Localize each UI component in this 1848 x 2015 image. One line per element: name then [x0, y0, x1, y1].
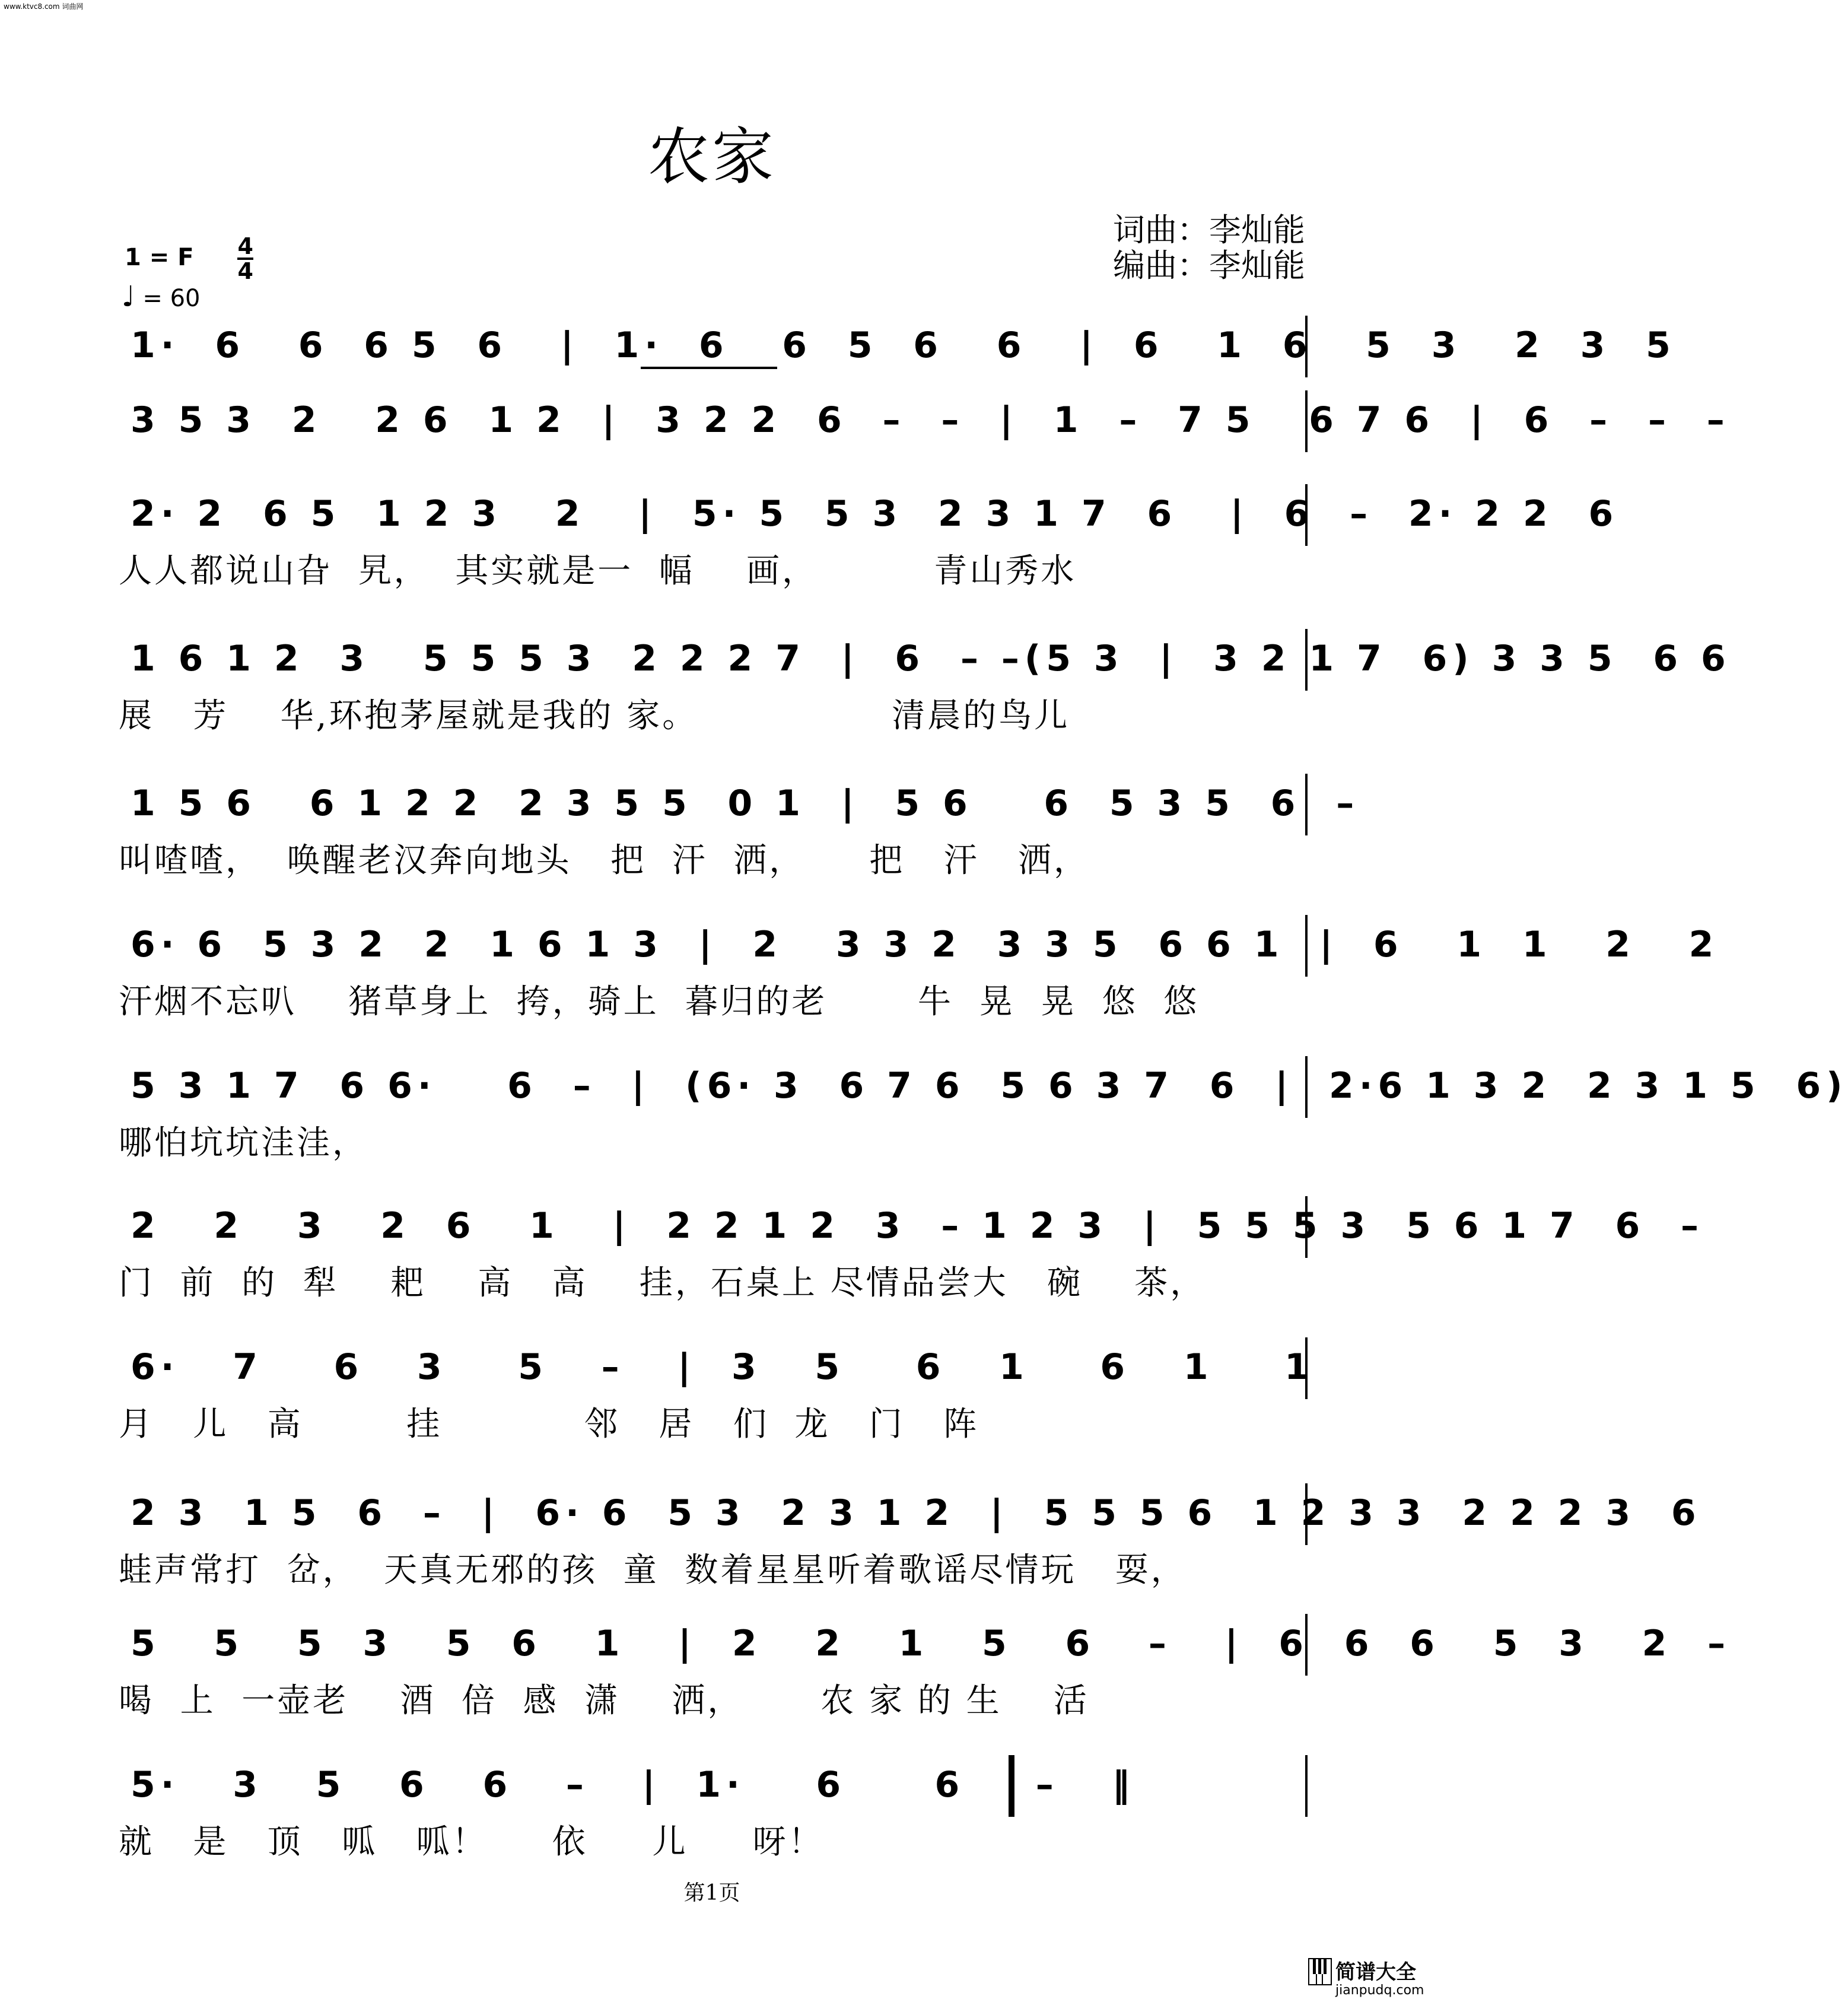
barline	[1305, 316, 1308, 377]
lyric-line: 月 儿 高 挂 邻 居 们 龙 门 阵	[119, 1405, 979, 1444]
lyric-line: 哪怕坑坑洼洼，	[119, 1124, 368, 1162]
barline	[1305, 1196, 1308, 1258]
logo-text: 简谱大全	[1335, 1960, 1416, 1984]
barline	[1305, 1483, 1308, 1545]
notation-line: 2 3 1 5 6 – | 6· 6 5 3 2 3 1 2 | 5 5 5 6 1 2 3 3 2 2 2 3 6	[131, 1492, 1701, 1534]
lyric-line: 叫喳喳， 唤醒老汉奔向地头 把 汗 洒， 把 汗 洒，	[119, 841, 1090, 880]
key-label: 1 = F	[125, 244, 194, 271]
lyric-line: 就 是 顶 呱 呱！ 依 儿 呀！	[119, 1823, 824, 1861]
key-signature	[125, 235, 253, 282]
lyric-line: 蛙声常打 岔， 天真无邪的孩 童 数着星星听着歌谣尽情玩 耍，	[119, 1551, 1187, 1590]
barline	[1305, 915, 1308, 977]
barline	[1305, 1056, 1308, 1118]
barline	[1305, 484, 1308, 546]
lyrics-music-credit: 词曲：李灿能	[1113, 211, 1305, 249]
quarter-note-icon: ♩	[122, 280, 135, 313]
notation-line: 1 5 6 6 1 2 2 2 3 5 5 0 1 | 5 6 6 5 3 5 6 –	[131, 783, 1360, 824]
barline	[1305, 774, 1308, 835]
credits	[1113, 212, 1305, 284]
notation-line: 2· 2 6 5 1 2 3 2 | 5· 5 5 3 2 3 1 7 6 | 6 – 2· 2 2 6	[131, 493, 1619, 535]
notation-line: 5 5 5 3 5 6 1 | 2 2 1 5 6 – | 6 6 6 5 3 2 –	[131, 1623, 1731, 1664]
barline	[1305, 629, 1308, 691]
lyric-line: 人人都说山旮 旯， 其实就是一 幅 画， 青山秀水	[119, 552, 1077, 590]
page-title: 农家	[647, 120, 776, 193]
time-signature	[237, 235, 253, 282]
lyric-line: 喝 上 一壶老 酒 倍 感 潇 洒， 农 家 的 生 活	[119, 1682, 1089, 1720]
tempo-marking	[122, 280, 201, 313]
logo-url: jianpudq.com	[1335, 1983, 1424, 1998]
arrangement-credit: 编曲：李灿能	[1113, 247, 1305, 284]
corner-watermark: www.ktvc8.com 词曲网	[4, 2, 84, 11]
lyric-line: 汗烟不忘叭 猪草身上 挎，骑上 暮归的老 牛 晃 晃 悠 悠	[119, 983, 1200, 1021]
tempo-value: = 60	[142, 285, 201, 312]
beam	[641, 367, 777, 369]
barline	[1305, 1337, 1308, 1399]
time-signature-top: 4	[237, 233, 253, 259]
lyric-line: 门 前 的 犁 耙 高 高 挂，石桌上 尽情品尝大 碗 茶，	[119, 1264, 1206, 1302]
notation-line: 1 6 1 2 3 5 5 5 3 2 2 2 7 | 6 – –(5 3 | 3 2 1 7 6) 3 3 5 6 6	[131, 638, 1731, 679]
final-barline	[1009, 1755, 1014, 1817]
notation-line: 3 5 3 2 2 6 1 2 | 3 2 2 6 – – | 1 – 7 5 6 7 6 | 6 – – –	[131, 399, 1730, 441]
notation-line: 6· 7 6 3 5 – | 3 5 6 1 6 1 1	[131, 1346, 1315, 1388]
notation-line: 5 3 1 7 6 6· 6 – | (6· 3 6 7 6 5 6 3 7 6 | 2·6 1 3 2 2 3 1 5 6)	[131, 1065, 1848, 1107]
barline	[1305, 1755, 1308, 1817]
notation-line: 6· 6 5 3 2 2 1 6 1 3 | 2 3 3 2 3 3 5 6 6 1 | 6 1 1 2 2	[131, 924, 1719, 965]
barline	[1305, 390, 1308, 452]
lyric-line: 展 芳 华,环抱茅屋就是我的 家。 清晨的鸟儿	[119, 697, 1070, 735]
piano-keys-icon	[1308, 1958, 1332, 1985]
notation-line: 2 2 3 2 6 1 | 2 2 1 2 3 – 1 2 3 | 5 5 5 3 5 6 1 7 6 –	[131, 1205, 1704, 1247]
notation-line: 5· 3 5 6 6 – | 1· 6 6 – ‖	[131, 1764, 1135, 1806]
barline	[1305, 1614, 1308, 1676]
time-signature-bottom: 4	[237, 258, 253, 284]
notation-line: 1· 6 6 6 5 6 | 1· 6 6 5 6 6 | 6 1 6 5 3 2 3 5	[131, 325, 1676, 366]
site-logo	[1308, 1956, 1424, 2009]
page-number: 第1页	[683, 1881, 740, 1905]
